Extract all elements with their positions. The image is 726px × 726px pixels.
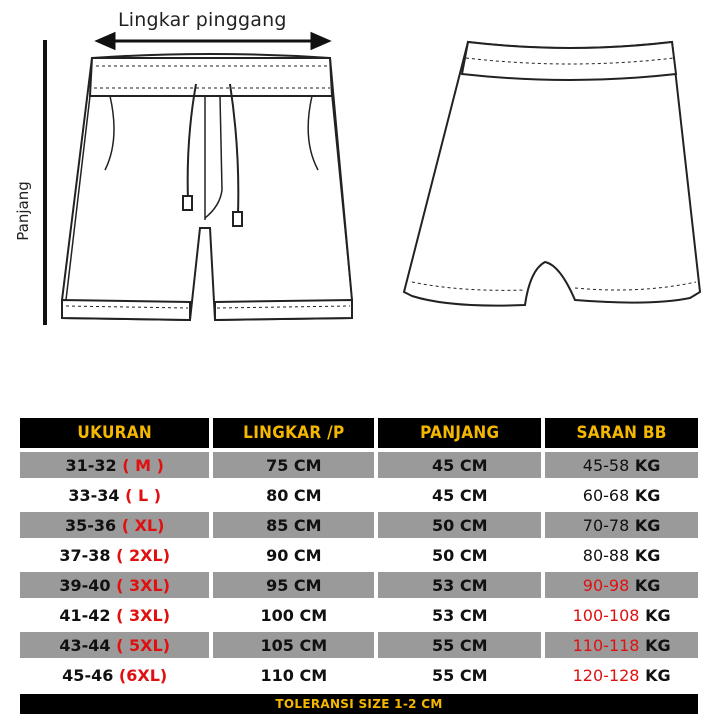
size-code: ( L ) (125, 485, 162, 505)
waist-cell: 100 CM (213, 602, 374, 628)
table-row (20, 602, 698, 628)
size-range: 37-38 (59, 545, 111, 565)
weight-unit: KG (645, 665, 671, 685)
header-waist: LINGKAR /P (213, 418, 374, 448)
waist-arrow (98, 34, 328, 48)
weight-unit: KG (645, 635, 671, 655)
weight-unit: KG (634, 515, 661, 535)
weight-cell (545, 632, 698, 658)
weight-range: 45-58 (582, 455, 630, 475)
weight-range: 80-88 (582, 545, 630, 565)
weight-cell (545, 512, 698, 538)
size-range: 31-32 (65, 455, 117, 475)
table-row (20, 512, 698, 538)
length-cell: 55 CM (378, 632, 541, 658)
weight-unit: KG (645, 605, 671, 625)
size-cell (20, 452, 209, 478)
weight-cell (545, 482, 698, 508)
length-cell: 53 CM (378, 602, 541, 628)
waist-cell: 80 CM (213, 482, 374, 508)
length-cell: 53 CM (378, 572, 541, 598)
waist-label: Lingkar pinggang (118, 9, 287, 31)
size-range: 41-42 (59, 605, 111, 625)
size-cell (20, 542, 209, 568)
table-row (20, 542, 698, 568)
size-table (16, 414, 702, 692)
size-code: ( 2XL) (116, 545, 170, 565)
length-label: Panjang (14, 181, 32, 241)
size-cell (20, 602, 209, 628)
table-row (20, 632, 698, 658)
length-cell: 45 CM (378, 482, 541, 508)
length-cell: 50 CM (378, 542, 541, 568)
table-row (20, 452, 698, 478)
weight-range: 90-98 (582, 575, 630, 595)
size-cell (20, 632, 209, 658)
header-size: UKURAN (20, 418, 209, 448)
weight-unit: KG (634, 575, 661, 595)
size-range: 35-36 (64, 515, 117, 535)
size-cell (20, 482, 209, 508)
weight-cell (545, 572, 698, 598)
size-code: ( XL) (121, 515, 165, 535)
weight-unit: KG (634, 545, 661, 565)
header-weight: SARAN BB (545, 418, 698, 448)
weight-cell (545, 452, 698, 478)
waist-cell: 85 CM (213, 512, 374, 538)
waist-cell: 95 CM (213, 572, 374, 598)
size-range: 39-40 (59, 575, 111, 595)
length-cell: 55 CM (378, 662, 541, 688)
size-range: 43-44 (59, 635, 111, 655)
weight-range: 60-68 (582, 485, 630, 505)
length-cell: 45 CM (378, 452, 541, 478)
weight-unit: KG (634, 455, 661, 475)
waist-cell: 90 CM (213, 542, 374, 568)
weight-range: 70-78 (582, 515, 630, 535)
table-row (20, 482, 698, 508)
size-chart (20, 414, 698, 692)
waist-cell: 110 CM (213, 662, 374, 688)
front-shorts (62, 54, 352, 320)
weight-range: 100-108 (572, 605, 640, 625)
size-code: (6XL) (118, 665, 168, 685)
waist-cell: 75 CM (213, 452, 374, 478)
size-code: ( 3XL) (116, 575, 170, 595)
weight-cell (545, 602, 698, 628)
waist-cell: 105 CM (213, 632, 374, 658)
size-cell (20, 662, 209, 688)
size-cell (20, 572, 209, 598)
back-shorts (404, 42, 700, 306)
table-row (20, 572, 698, 598)
tolerance-banner: TOLERANSI SIZE 1-2 CM (20, 694, 698, 714)
weight-range: 120-128 (572, 665, 640, 685)
size-code: ( M ) (122, 455, 164, 475)
weight-unit: KG (634, 485, 661, 505)
size-range: 45-46 (62, 665, 114, 685)
weight-cell (545, 542, 698, 568)
table-header-row (20, 418, 698, 448)
length-cell: 50 CM (378, 512, 541, 538)
size-code: ( 3XL) (116, 605, 170, 625)
size-range: 33-34 (68, 485, 120, 505)
table-row (20, 662, 698, 688)
header-length: PANJANG (378, 418, 541, 448)
size-cell (20, 512, 209, 538)
weight-cell (545, 662, 698, 688)
weight-range: 110-118 (572, 635, 640, 655)
size-code: ( 5XL) (116, 635, 170, 655)
